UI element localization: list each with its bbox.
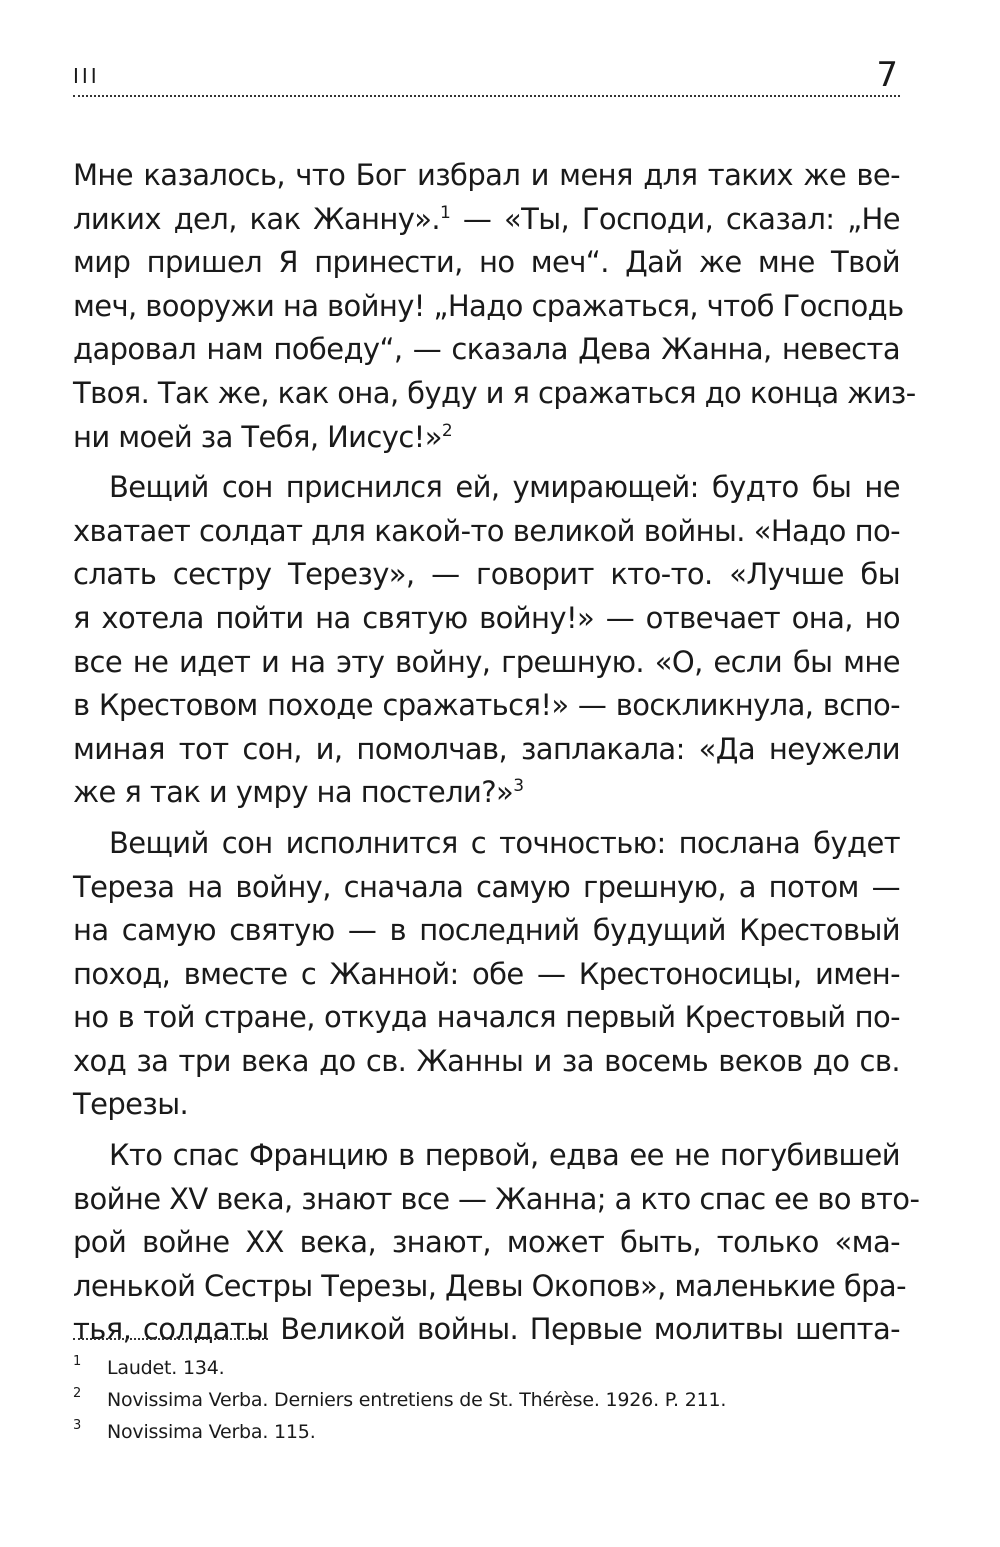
text-line: даровал нам победу“, — сказала Дева Жанна, невеста — [73, 332, 900, 367]
footnotes — [73, 1352, 900, 1448]
footnote — [73, 1384, 900, 1416]
text-line: Вещий сон приснился ей, умирающей: будто бы не — [109, 470, 900, 505]
footnote — [73, 1352, 900, 1384]
footnote-number: 3 — [73, 1418, 82, 1433]
text-line: меч, вооружи на войну! „Надо сражаться, чтоб Господь — [73, 288, 904, 323]
text-line: тья, солдаты Великой войны. Первые молитвы шепта- — [73, 1312, 900, 1347]
footnote — [73, 1416, 900, 1448]
text-line: я хотела пойти на святую войну!» — отвечает она, но — [73, 600, 900, 635]
text-line: ход за три века до св. Жанны и за восемь веков до св. — [73, 1043, 900, 1078]
text-line: Терезы. — [73, 1087, 189, 1122]
section-mark: III — [73, 64, 100, 88]
footnote-ref: 2 — [441, 420, 453, 441]
running-head — [73, 55, 900, 98]
text-line: но в той стране, откуда начался первый Крестовый по- — [73, 1000, 900, 1035]
text-line: миная тот сон, и, помолчав, заплакала: «Да неужели — [73, 731, 900, 766]
body-text — [73, 154, 920, 1359]
text-line: Кто спас Францию в первой, едва ее не погубившей — [109, 1138, 900, 1173]
text-line: же я так и умру на постели?»$^3$ — [73, 775, 524, 810]
page-number: 7 — [876, 55, 898, 95]
text-line: ликих дел, как Жанну».$^1$ — «Ты, Господи, сказал: „Не — [73, 201, 900, 236]
text-line: Вещий сон исполнится с точностью: послана будет — [109, 825, 900, 860]
footnote-number: 1 — [73, 1354, 82, 1369]
text-line: в Крестовом походе сражаться!» — воскликнула, вспо- — [73, 688, 900, 723]
text-line: мир пришел Я принести, но меч“. Дай же мне Твой — [73, 245, 900, 280]
paragraph — [73, 466, 900, 815]
text-line: войне XV века, знают все — Жанна; а кто спас ее во вто- — [73, 1181, 920, 1216]
text-line: на самую святую — в последний будущий Крестовый — [73, 913, 900, 948]
text-line: ленькой Сестры Терезы, Девы Окопов», маленькие бра- — [73, 1268, 906, 1303]
footnote-ref: 1 — [440, 202, 451, 223]
paragraph — [73, 154, 916, 459]
book-page — [73, 0, 920, 1547]
text-line: поход, вместе с Жанной: обе — Крестоносицы, имен- — [73, 956, 900, 991]
text-line: все не идет и на эту войну, грешную. «О, если бы мне — [73, 644, 900, 679]
text-line: хватает солдат для какой-то великой войны. «Надо по- — [73, 513, 900, 548]
footnote-text: Laudet. 134. — [107, 1357, 225, 1379]
paragraph — [73, 1134, 920, 1352]
footnote-ref: 3 — [513, 776, 524, 797]
text-line: слать сестру Терезу», — говорит кто-то. «Лучше бы — [73, 557, 900, 592]
paragraph — [73, 822, 900, 1127]
footnote-text: Novissima Verba. Derniers entretiens de St. Thérèse. 1926. P. 211. — [107, 1389, 727, 1411]
text-line: рой войне XX века, знают, может быть, только «ма- — [73, 1225, 900, 1260]
footnote-number: 2 — [73, 1386, 82, 1401]
text-line: Твоя. Так же, как она, буду и я сражаться до конца жиз- — [73, 375, 916, 410]
header-dotted-rule — [73, 95, 900, 97]
footnote-text: Novissima Verba. 115. — [107, 1421, 316, 1443]
text-line: ни моей за Тебя, Иисус!»$^2$ — [73, 419, 453, 454]
text-line: Мне казалось, что Бог избрал и меня для таких же ве- — [73, 158, 900, 192]
text-line: Тереза на войну, сначала самую грешную, а потом — — [73, 869, 900, 904]
footnote-dotted-rule — [73, 1338, 268, 1340]
